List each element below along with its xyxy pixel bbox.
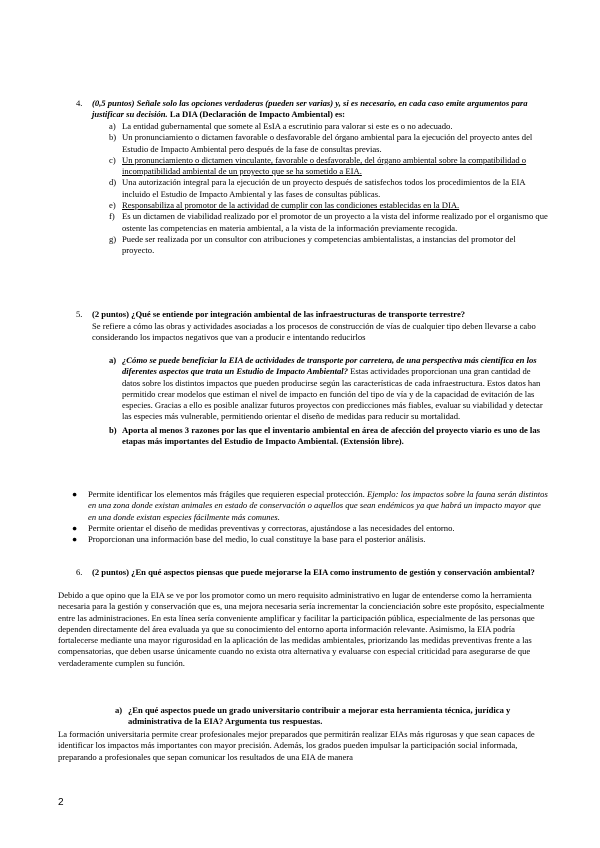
option-g: g) Puede ser realizada por un consultor con atribuciones y competencias ambientalistas, a instancias del promotor del proyecto. [109,233,516,256]
question-5 [58,309,548,320]
question-4 [58,98,548,121]
option-c: c) Un pronunciamiento o dictamen vinculante, favorable o desfavorable, del órgano ambiental sobre la compatibilidad o incompatibilidad ambiental de un proyecto que se ha sometido a EIA. [109,154,527,177]
option-b: b) Un pronunciamiento o dictamen favorable o desfavorable del órgano ambiental para la ejecución del proyecto antes del Estudio de Impacto Ambiental pero después de la fase de consultas previas. [109,132,533,154]
option-e: e) Responsabiliza al promotor de la actividad de cumplir con las condiciones establecidas en la DIA. [109,200,460,211]
answer-text: Se refiere a cómo las obras y actividades asociadas a los procesos de construcción de vías de cualquier tipo deben llevarse a cabo considerando los impactos negativos que van a producir e intentando reducirlos [92,321,536,343]
bullet-item: ● Permite identificar los elementos más frágiles que requieren especial protección. Ejemplo: los impactos sobre la fauna serán distintos en una zona donde existan animales en estado de conservación o aquellos que sean endémicos ya que habrá un impacto mayor que en una donde existan especies fácilmente más comunes. [72,489,548,522]
question-prompt: (0,5 puntos) Señale solo las opciones verdaderas (pueden ser varias) y, si es necesario, en cada caso emite argumentos para justificar su decisión. La DIA (Declaración de Impacto Ambiental) es: [92,98,528,120]
question-prompt: (2 puntos) ¿En qué aspectos piensas que puede mejorarse la EIA como instrumento de gestión y conservación ambiental? [92,567,535,577]
page-number: 2 [58,797,64,808]
bullet-dot: ● [72,534,78,545]
question-4-options [94,121,548,257]
option-f: f) Es un dictamen de viabilidad realizado por el promotor de un proyecto a la vista del informe realizado por el organismo que ostente las competencias en materia ambiental, a la vista de la información previamente recogida. [109,211,548,233]
subquestion-a: a) ¿Cómo se puede beneficiar la EIA de actividades de transporte por carretera, de una perspectiva más científica en los diferentes aspectos que trata un Estudio de Impacto Ambiental? Estas actividades proporcionan una gran cantidad de datos sobre los distintos impactos que pueden producirse según las características de cada infraestructura. Estos datos han permitido crear modelos que estiman el nivel de impacto en función del tipo de vía y de la capacidad de evitación de las especies. Gracias a ello es posible analizar futuros proyectos con predicciones más fiables, evaluar su viabilidad y detectar las especies más vulnerable, permitiendo orientar el diseño de medidas para reducir su mortalidad. [109,355,543,422]
bullet-list [70,489,548,545]
option-d: d) Una autorización integral para la ejecución de un proyecto después de satisfechos todos los procedimientos de la EIA incluido el Estudio de Impacto Ambiental y las fases de consultas públicas. [109,177,526,199]
question-prompt: (2 puntos) ¿Qué se entiende por integración ambiental de las infraestructuras de transporte terrestre? [92,309,466,319]
bullet-item: ● Proporcionan una información base del medio, lo cual constituye la base para el posterior análisis. [72,534,426,545]
question-6 [58,567,548,578]
bullet-item: ● Permite orientar el diseño de medidas preventivas y correctoras, ajustándose a las necesidades del entorno. [72,522,455,533]
question-number: 5. [76,309,83,319]
answer-text: Debido a que opino que la EIA se ve por los promotor como un mero requisito administrativo en lugar de entenderse como la herramienta necesaria para la gestión y conservación que es, una mejora necesaria sería incrementar la concienciación sobre este propósito, especialmente entre las administraciones. En esta línea sería conveniente amplificar y facilitar la participación pública, especialmente de las personas que dependen directamente del área evaluada ya que su conocimiento del entorno aporta información relevante. Asimismo, la EIA podría fortalecerse mediante una mayor rigurosidad en la aplicación de las medidas ambientales, priorizando las medidas preventivas frente a las compensatorias, que deben usarse únicamente cuando no exista otra alternativa y evaluarse con especial criticidad para asegurarse de que verdaderamente cumplen su función. [58,590,545,668]
question-number: 6. [76,567,83,577]
bullet-dot: ● [72,489,78,499]
bullet-dot: ● [72,522,78,533]
option-a: a) La entidad gubernamental que somete al EsIA a escrutinio para valorar si este es o no adecuado. [109,121,453,131]
answer-text: La formación universitaria permite crear profesionales mejor preparados que permitirán realizar EIAs más rigurosas y que sean capaces de identificar los impactos más importantes con mayor precisión. Además, los grados pueden impulsar la participación social informada, preparando a profesionales que sepan comunicar los resultados de una EIA de manera [58,729,535,762]
question-5-subquestions [94,355,548,447]
question-number: 4. [76,98,83,108]
subquestion-a: a) ¿En qué aspectos puede un grado universitario contribuir a mejorar esta herramienta técnica, jurídica y administrativa de la EIA? Argumenta tus respuestas. [115,705,511,727]
question-6-subquestion [100,705,548,728]
subquestion-b: b) Aporta al menos 3 razones por las que el inventario ambiental en área de afección del proyecto viario es uno de las etapas más importantes del Estudio de Impacto Ambiental. (Extensión libre). [109,424,540,447]
